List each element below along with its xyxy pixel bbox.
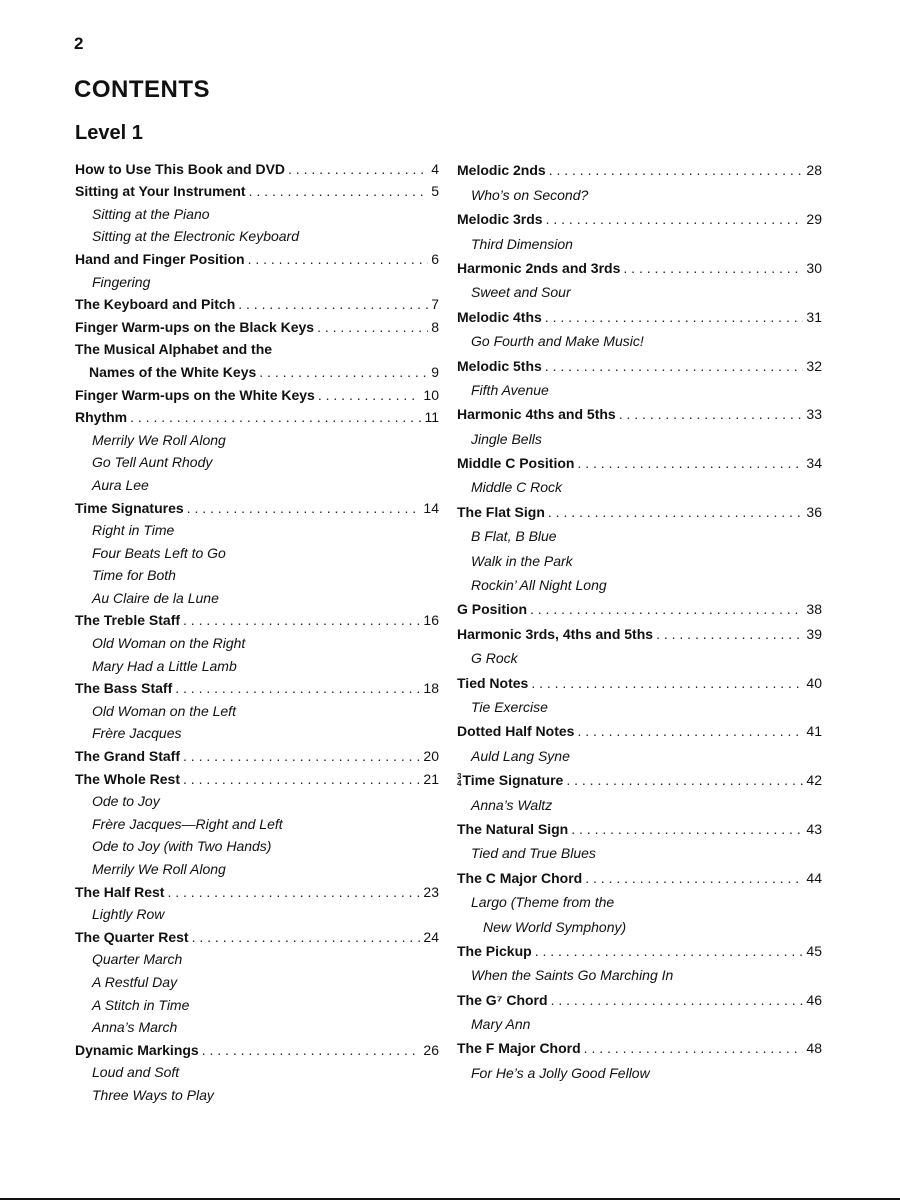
toc-piece [75,1058,439,1081]
level-heading: Level 1 [75,122,143,144]
toc-piece [75,561,439,584]
time-signature-denominator: 4 [457,779,462,789]
toc-page-number: 23 [423,883,439,900]
toc-page-number: 31 [806,308,822,325]
toc-entry-title: Finger Warm-ups on the White Keys [75,386,315,403]
toc-piece-title: Sitting at the Electronic Keyboard [92,228,300,245]
toc-entry-title: G Position [457,601,527,618]
toc-page-number: 26 [423,1041,439,1058]
toc-entry-title: The G⁷ Chord [457,991,548,1008]
toc-piece-title: Jingle Bells [471,430,542,447]
toc-page-number: 11 [424,409,439,426]
toc-piece [75,854,439,877]
toc-entry-title: How to Use This Book and DVD [75,160,286,177]
toc-piece-title: Lightly Row [92,906,165,923]
dot-leader [535,944,804,958]
toc-piece [457,544,822,568]
toc-piece [75,267,439,290]
toc-piece [75,990,439,1013]
toc-piece-title: Auld Lang Syne [471,747,570,764]
page-number: 2 [74,34,84,53]
toc-piece [75,696,439,719]
toc-entry-title: The Grand Staff [75,748,181,765]
toc-page-number: 18 [423,680,439,697]
toc-page-number: 10 [423,386,439,403]
toc-entry-title: Rhythm [75,409,128,426]
toc-piece [75,967,439,990]
toc-page-number: 32 [806,357,822,374]
toc-piece [75,900,439,923]
toc-entry-title: Finger Warm-ups on the Black Keys [75,318,315,335]
toc-page-number: 6 [431,250,439,267]
toc-entry-title: Time Signature [462,772,564,789]
toc-entry-title: The Musical Alphabet and the [75,341,273,358]
toc-entry[interactable] [75,357,439,380]
toc-entry [75,335,439,358]
toc-piece-title: Old Woman on the Right [92,635,246,652]
toc-entry[interactable] [457,447,822,471]
toc-page-number: 40 [806,674,822,691]
toc-piece [75,719,439,742]
toc-piece [457,422,822,446]
dot-leader [571,822,803,836]
toc-page-number: 36 [806,503,822,520]
toc-page-number: 24 [423,928,439,945]
toc-entry[interactable] [75,244,439,267]
toc-right-column [457,154,822,1081]
toc-entry-title: Melodic 2nds [457,162,546,179]
toc-entry-title: The Quarter Rest [75,928,189,945]
toc-entry[interactable] [75,741,439,764]
toc-entry-title: Melodic 3rds [457,211,543,228]
toc-entry[interactable] [75,493,439,516]
toc-piece [457,959,822,983]
toc-page-number: 21 [423,770,439,787]
toc-piece [457,178,822,202]
toc-entry[interactable] [457,983,822,1007]
toc-entry-title: Hand and Finger Position [75,250,245,267]
dot-leader [584,1041,804,1055]
toc-entry-title: Harmonic 2nds and 3rds [457,259,621,276]
toc-piece [457,910,822,934]
toc-piece [457,886,822,910]
toc-piece-title: Quarter March [92,951,183,968]
toc-piece [457,569,822,593]
toc-piece-title: For He’s a Jolly Good Fellow [471,1064,650,1081]
toc-page-number: 42 [806,772,822,789]
toc-entry[interactable] [457,764,822,788]
toc-entry[interactable] [457,666,822,690]
dot-leader [546,212,804,226]
toc-piece-title: Ode to Joy (with Two Hands) [92,838,272,855]
toc-piece-title: Loud and Soft [92,1064,180,1081]
toc-entry[interactable] [457,935,822,959]
toc-entry-title: Tied Notes [457,674,529,691]
dot-leader [577,456,803,470]
toc-page-number: 9 [431,363,439,380]
dot-leader [566,773,803,787]
toc-piece [75,945,439,968]
toc-page-number: 39 [806,625,822,642]
toc-page-number: 45 [806,942,822,959]
toc-page-number: 14 [423,499,439,516]
toc-piece-title: Go Tell Aunt Rhody [92,454,213,471]
toc-piece-title: Third Dimension [471,235,573,252]
toc-page-number: 48 [806,1040,822,1057]
toc-entry-title: Harmonic 4ths and 5ths [457,406,616,423]
toc-entry[interactable] [457,715,822,739]
toc-piece-title: Fingering [92,273,151,290]
toc-piece [75,470,439,493]
toc-piece-title: Go Fourth and Make Music! [471,333,644,350]
toc-piece [75,222,439,245]
toc-entry[interactable] [75,154,439,177]
dot-leader [317,320,428,334]
toc-piece-title: A Stitch in Time [92,996,190,1013]
toc-entry-title: Time Signatures [75,499,184,516]
dot-leader [288,162,428,176]
toc-page-number: 20 [423,748,439,765]
dot-leader [548,505,804,519]
toc-page-number: 33 [806,406,822,423]
dot-leader [248,252,429,266]
toc-piece-title: Tied and True Blues [471,845,596,862]
toc-piece-title: Mary Ann [471,1016,531,1033]
toc-entry[interactable] [75,764,439,787]
toc-piece-title: Anna’s Waltz [471,796,553,813]
toc-entry-title: The Bass Staff [75,680,173,697]
dot-leader [545,359,804,373]
toc-entry-title: The Whole Rest [75,770,181,787]
toc-entry[interactable] [75,877,439,900]
dot-leader [183,613,420,627]
toc-piece [457,276,822,300]
toc-piece-title: Four Beats Left to Go [92,544,226,561]
toc-piece-title: New World Symphony) [483,918,627,935]
toc-entry[interactable] [75,403,439,426]
toc-entry[interactable] [457,300,822,324]
toc-page-number: 4 [431,160,439,177]
dot-leader [549,163,804,177]
toc-piece [75,832,439,855]
toc-piece-title: Frère Jacques [92,725,182,742]
toc-entry[interactable] [75,177,439,200]
toc-piece [457,691,822,715]
toc-piece-title: Sitting at the Piano [92,205,210,222]
toc-entry-title: Names of the White Keys [89,363,257,380]
toc-piece-title: Ode to Joy [92,793,160,810]
toc-page-number: 30 [806,259,822,276]
dot-leader [585,871,803,885]
toc-piece-title: Merrily We Roll Along [92,431,226,448]
toc-entry-title: Harmonic 3rds, 4ths and 5ths [457,625,654,642]
toc-entry[interactable] [75,674,439,697]
toc-piece [75,199,439,222]
toc-piece-title: Frère Jacques—Right and Left [92,815,283,832]
toc-entry-title: Sitting at Your Instrument [75,183,246,200]
toc-piece-title: Who’s on Second? [471,186,589,203]
toc-page-number: 34 [806,455,822,472]
dot-leader [259,365,428,379]
toc-entry[interactable] [457,495,822,519]
toc-piece [457,837,822,861]
toc-piece [75,809,439,832]
time-signature-icon [457,773,461,787]
toc-piece-title: A Restful Day [92,973,178,990]
dot-leader [238,297,428,311]
toc-entry[interactable] [457,154,822,178]
toc-piece [75,538,439,561]
toc-piece-title: Tie Exercise [471,698,548,715]
dot-leader [623,261,803,275]
toc-piece [457,325,822,349]
toc-entry[interactable] [457,252,822,276]
toc-page-number: 5 [431,183,439,200]
toc-piece-title: Merrily We Roll Along [92,861,226,877]
toc-piece [457,642,822,666]
dot-leader [192,930,421,944]
toc-page-number: 38 [806,601,822,618]
dot-leader [183,749,420,763]
time-signature-numerator: 3 [457,772,462,782]
dot-leader [551,993,804,1007]
dot-leader [187,501,421,515]
toc-entry-title: Dotted Half Notes [457,723,575,740]
toc-entry[interactable] [75,606,439,629]
toc-entry[interactable] [75,290,439,313]
toc-piece [75,583,439,606]
dot-leader [619,407,804,421]
toc-entry-title: Middle C Position [457,455,575,472]
toc-piece-title: Au Claire de la Lune [92,589,219,606]
dot-leader [175,681,420,695]
toc-piece-title: Old Woman on the Left [92,702,236,719]
dot-leader [577,724,803,738]
toc-entry-title: The Pickup [457,942,532,959]
toc-entry[interactable] [457,1032,822,1056]
toc-piece [75,448,439,471]
toc-entry[interactable] [457,617,822,641]
dot-leader [167,885,420,899]
toc-piece [457,1056,822,1080]
toc-page-number: 28 [806,162,822,179]
toc-piece [75,628,439,651]
toc-piece [75,1080,439,1103]
dot-leader [531,676,803,690]
toc-piece-title: Sweet and Sour [471,284,571,301]
toc-entry-title: The Flat Sign [457,503,545,520]
toc-piece-title: Walk in the Park [471,552,573,569]
toc-piece [75,425,439,448]
toc-piece-title: Time for Both [92,567,176,584]
toc-piece [75,1013,439,1036]
toc-entry-title: The F Major Chord [457,1040,581,1057]
toc-piece-title: Largo (Theme from the [471,894,615,911]
toc-page-number: 46 [806,991,822,1008]
toc-piece [75,651,439,674]
toc-entry[interactable] [75,1035,439,1058]
toc-piece-title: Fifth Avenue [471,381,549,398]
toc-entry[interactable] [457,398,822,422]
toc-page-number: 44 [806,869,822,886]
toc-page-number: 7 [431,296,439,313]
toc-piece [457,471,822,495]
toc-entry-title: The Natural Sign [457,820,569,837]
toc-page-number: 16 [423,612,439,629]
toc-piece [75,787,439,810]
dot-leader [130,410,421,424]
toc-piece-title: Anna’s March [92,1019,178,1036]
dot-leader [183,772,420,786]
toc-entry-title: The Keyboard and Pitch [75,296,236,313]
toc-piece-title: Right in Time [92,522,175,539]
toc-page-number: 8 [431,318,439,335]
toc-piece-title: Rockin’ All Night Long [471,577,607,594]
toc-entry-title: The C Major Chord [457,869,583,886]
dot-leader [530,602,803,616]
toc-piece [457,520,822,544]
toc-entry-title: Melodic 4ths [457,308,542,325]
toc-piece [457,374,822,398]
toc-entry[interactable] [75,922,439,945]
dot-leader [656,627,803,641]
toc-piece [75,516,439,539]
toc-piece-title: Three Ways to Play [92,1086,214,1103]
toc-entry-title: The Treble Staff [75,612,181,629]
toc-entry[interactable] [75,380,439,403]
dot-leader [249,184,429,198]
dot-leader [318,388,421,402]
toc-entry-title: The Half Rest [75,883,165,900]
toc-page-number: 41 [806,723,822,740]
toc-entry-title: Dynamic Markings [75,1041,199,1058]
toc-piece [457,1008,822,1032]
toc-piece-title: When the Saints Go Marching In [471,967,674,984]
toc-piece [457,788,822,812]
dot-leader [545,310,804,324]
toc-piece-title: Mary Had a Little Lamb [92,657,237,674]
toc-entry[interactable] [457,593,822,617]
dot-leader [202,1043,421,1057]
toc-page-number: 43 [806,820,822,837]
toc-entry[interactable] [457,349,822,373]
toc-piece-title: G Rock [471,650,518,667]
toc-left-column [75,154,439,1103]
toc-page-number: 29 [806,211,822,228]
toc-entry[interactable] [75,312,439,335]
toc-piece-title: Aura Lee [92,476,149,493]
toc-piece-title: B Flat, B Blue [471,528,557,545]
toc-entry[interactable] [457,861,822,885]
toc-entry-title: Melodic 5ths [457,357,542,374]
toc-entry[interactable] [457,203,822,227]
toc-piece-title: Middle C Rock [471,479,563,496]
contents-title: CONTENTS [74,76,210,103]
toc-piece [457,739,822,763]
toc-entry[interactable] [457,813,822,837]
toc-piece [457,227,822,251]
